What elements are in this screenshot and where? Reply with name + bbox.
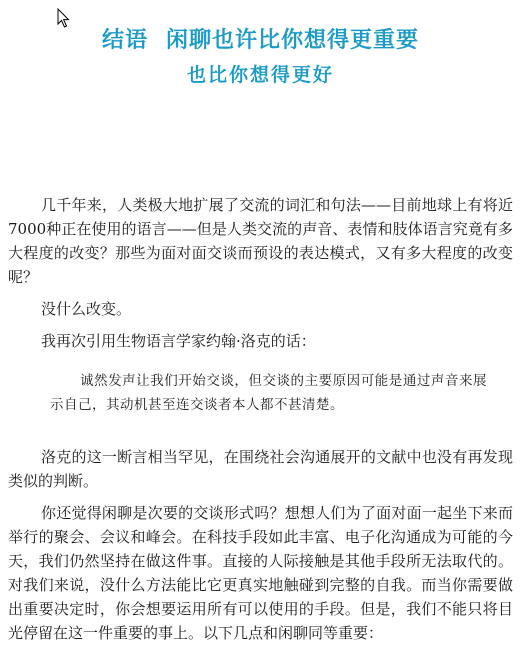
paragraph: 我再次引用生物语言学家约翰·洛克的话： <box>41 332 316 350</box>
chapter-label: 结语 <box>101 27 148 53</box>
paragraph: 没什么改变。 <box>41 300 132 318</box>
chapter-title-text: 闲聊也许比你想得更重要 <box>166 27 420 53</box>
body-text <box>8 193 513 645</box>
chapter-heading <box>0 24 521 90</box>
paragraph: 洛克的这一断言相当罕见，在围绕社会沟通展开的文献中也没有再发现类似的判断。 <box>8 448 513 490</box>
block-quote: 诚然发声让我们开始交谈，但交谈的主要原因可能是通过声音来展示自己，其动机甚至连交谈者本人都不甚清楚。 <box>50 373 487 413</box>
paragraph: 你还觉得闲聊是次要的交谈形式吗？想想人们为了面对面一起坐下来而举行的聚会、会议和峰会。在科技手段如此丰富、电子化沟通成为可能的今天，我们仍然坚持在做这件事。直接的人际接触是其他手段所无法取代的。对我们来说，没什么方法能比它更真实地触碰到完整的自我。而当你需要做出重要决定时，你会想要运用所有可以使用的手段。但是，我们不能只将目光停留在这一件重要的事上。以下几点和闲聊同等重要： <box>8 504 513 642</box>
chapter-subtitle: 也比你想得更好 <box>186 64 334 86</box>
paragraph: 几千年来，人类极大地扩展了交流的词汇和句法——目前地球上有将近7000种正在使用的语言——但是人类交流的声音、表情和肢体语言究竟有多大程度的改变？那些为面对面交谈而预设的表达模式，又有多大程度的改变呢？ <box>8 196 513 286</box>
chapter-title <box>0 24 521 56</box>
